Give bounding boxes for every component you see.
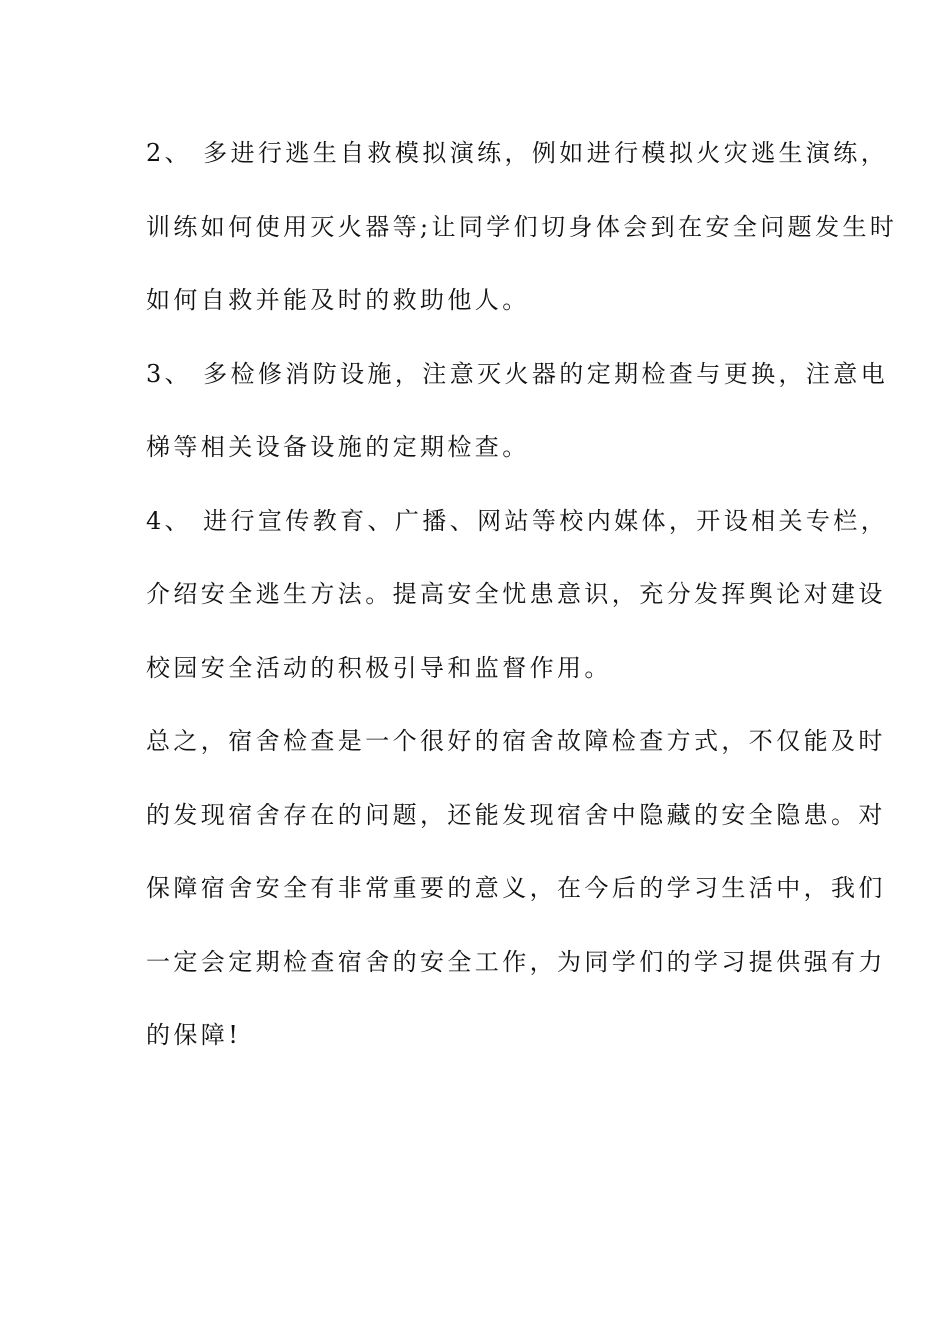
paragraph-item-2 <box>146 131 898 352</box>
text-line: 4、 进行宣传教育、广播、网站等校内媒体，开设相关专栏， <box>146 506 889 535</box>
text-line: 介绍安全逃生方法。提高安全忧患意识，充分发挥舆论对建设 <box>146 580 886 608</box>
text-line: 2、 多进行逃生自救模拟演练，例如进行模拟火灾逃生演练， <box>146 139 889 167</box>
text-line: 梯等相关设备设施的定期检查。 <box>146 433 530 461</box>
paragraph-summary <box>146 719 886 1087</box>
text-line: 训练如何使用灭火器等;让同学们切身体会到在安全问题发生时 <box>146 212 898 241</box>
paragraph-item-3 <box>146 352 889 499</box>
text-line: 的保障! <box>146 1021 242 1049</box>
text-line: 总之，宿舍检查是一个很好的宿舍故障检查方式，不仅能及时 <box>146 727 886 755</box>
text-line: 一定会定期检查宿舍的安全工作，为同学们的学习提供强有力 <box>146 947 886 976</box>
text-line: 保障宿舍安全有非常重要的意义，在今后的学习生活中，我们 <box>146 874 886 902</box>
text-line: 如何自救并能及时的救助他人。 <box>146 286 530 314</box>
text-line: 校园安全活动的积极引导和监督作用。 <box>146 653 612 682</box>
text-line: 3、 多检修消防设施，注意灭火器的定期检查与更换，注意电 <box>146 359 889 388</box>
paragraph-item-4 <box>146 499 889 720</box>
document-body <box>146 131 898 1087</box>
text-line: 的发现宿舍存在的问题，还能发现宿舍中隐藏的安全隐患。对 <box>146 800 886 829</box>
